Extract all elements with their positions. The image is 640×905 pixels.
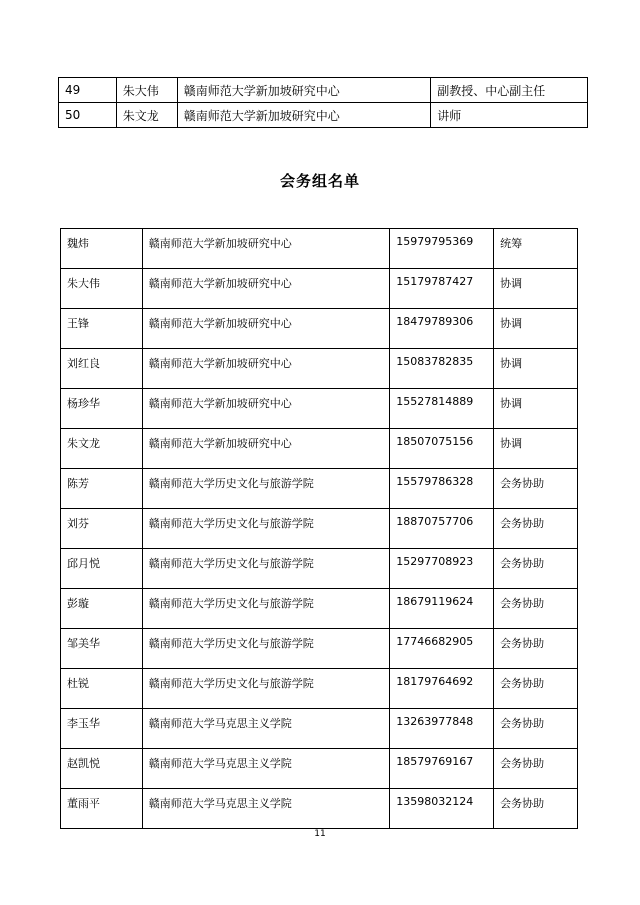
cell-phone: 13263977848 (390, 709, 494, 749)
cell-title: 副教授、中心副主任 (431, 78, 588, 103)
cell-role: 会务协助 (494, 469, 578, 509)
cell-name: 朱文龙 (61, 429, 143, 469)
table-row (61, 589, 578, 629)
cell-phone: 15179787427 (390, 269, 494, 309)
cell-phone: 15083782835 (390, 349, 494, 389)
table-row (61, 749, 578, 789)
table-row (61, 389, 578, 429)
cell-phone: 15579786328 (390, 469, 494, 509)
cell-phone: 18179764692 (390, 669, 494, 709)
cell-role: 协调 (494, 389, 578, 429)
table-row (61, 429, 578, 469)
cell-org: 赣南师范大学新加坡研究中心 (142, 429, 390, 469)
cell-org: 赣南师范大学历史文化与旅游学院 (142, 469, 390, 509)
cell-phone: 18679119624 (390, 589, 494, 629)
cell-org: 赣南师范大学新加坡研究中心 (142, 309, 390, 349)
table-row (61, 469, 578, 509)
cell-name: 赵凯悦 (61, 749, 143, 789)
cell-role: 协调 (494, 429, 578, 469)
table-row (59, 103, 588, 128)
cell-name: 刘芬 (61, 509, 143, 549)
cell-org: 赣南师范大学历史文化与旅游学院 (142, 629, 390, 669)
cell-org: 赣南师范大学新加坡研究中心 (142, 269, 390, 309)
cell-name: 魏炜 (61, 229, 143, 269)
cell-phone: 18507075156 (390, 429, 494, 469)
cell-no: 49 (59, 78, 117, 103)
cell-name: 杨珍华 (61, 389, 143, 429)
table-row (61, 269, 578, 309)
cell-role: 会务协助 (494, 509, 578, 549)
cell-org: 赣南师范大学历史文化与旅游学院 (142, 549, 390, 589)
cell-name: 彭璇 (61, 589, 143, 629)
cell-org: 赣南师范大学历史文化与旅游学院 (142, 589, 390, 629)
cell-role: 协调 (494, 309, 578, 349)
cell-phone: 18479789306 (390, 309, 494, 349)
table-row (59, 78, 588, 103)
table-row (61, 789, 578, 829)
table-row (61, 229, 578, 269)
table-row (61, 509, 578, 549)
cell-name: 王锋 (61, 309, 143, 349)
cell-name: 陈芳 (61, 469, 143, 509)
cell-org: 赣南师范大学新加坡研究中心 (142, 389, 390, 429)
table-row (61, 309, 578, 349)
cell-org: 赣南师范大学新加坡研究中心 (177, 103, 431, 128)
cell-name: 杜锐 (61, 669, 143, 709)
table-row (61, 709, 578, 749)
cell-org: 赣南师范大学新加坡研究中心 (177, 78, 431, 103)
cell-name: 朱大伟 (61, 269, 143, 309)
cell-org: 赣南师范大学新加坡研究中心 (142, 349, 390, 389)
cell-org: 赣南师范大学历史文化与旅游学院 (142, 509, 390, 549)
section-title: 会务组名单 (279, 172, 360, 190)
table-row (61, 349, 578, 389)
cell-org: 赣南师范大学新加坡研究中心 (142, 229, 390, 269)
cell-org: 赣南师范大学马克思主义学院 (142, 749, 390, 789)
cell-title: 讲师 (431, 103, 588, 128)
cell-phone: 18870757706 (390, 509, 494, 549)
cell-no: 50 (59, 103, 117, 128)
cell-role: 会务协助 (494, 669, 578, 709)
cell-role: 会务协助 (494, 629, 578, 669)
cell-role: 会务协助 (494, 589, 578, 629)
cell-phone: 15979795369 (390, 229, 494, 269)
cell-role: 会务协助 (494, 709, 578, 749)
page-number: 11 (314, 829, 326, 839)
cell-role: 会务协助 (494, 789, 578, 829)
cell-phone: 15297708923 (390, 549, 494, 589)
cell-phone: 17746682905 (390, 629, 494, 669)
cell-phone: 18579769167 (390, 749, 494, 789)
cell-role: 会务协助 (494, 549, 578, 589)
table-row (61, 629, 578, 669)
cell-name: 邹美华 (61, 629, 143, 669)
cell-role: 会务协助 (494, 749, 578, 789)
staff-table (60, 228, 578, 829)
cell-role: 协调 (494, 349, 578, 389)
cell-name: 李玉华 (61, 709, 143, 749)
cell-name: 朱文龙 (116, 103, 177, 128)
table-row (61, 549, 578, 589)
cell-org: 赣南师范大学历史文化与旅游学院 (142, 669, 390, 709)
cell-name: 邱月悦 (61, 549, 143, 589)
cell-role: 统筹 (494, 229, 578, 269)
participant-table (58, 77, 588, 128)
cell-phone: 13598032124 (390, 789, 494, 829)
cell-org: 赣南师范大学马克思主义学院 (142, 789, 390, 829)
cell-name: 刘红良 (61, 349, 143, 389)
cell-name: 朱大伟 (116, 78, 177, 103)
cell-org: 赣南师范大学马克思主义学院 (142, 709, 390, 749)
cell-name: 董雨平 (61, 789, 143, 829)
cell-phone: 15527814889 (390, 389, 494, 429)
cell-role: 协调 (494, 269, 578, 309)
table-row (61, 669, 578, 709)
